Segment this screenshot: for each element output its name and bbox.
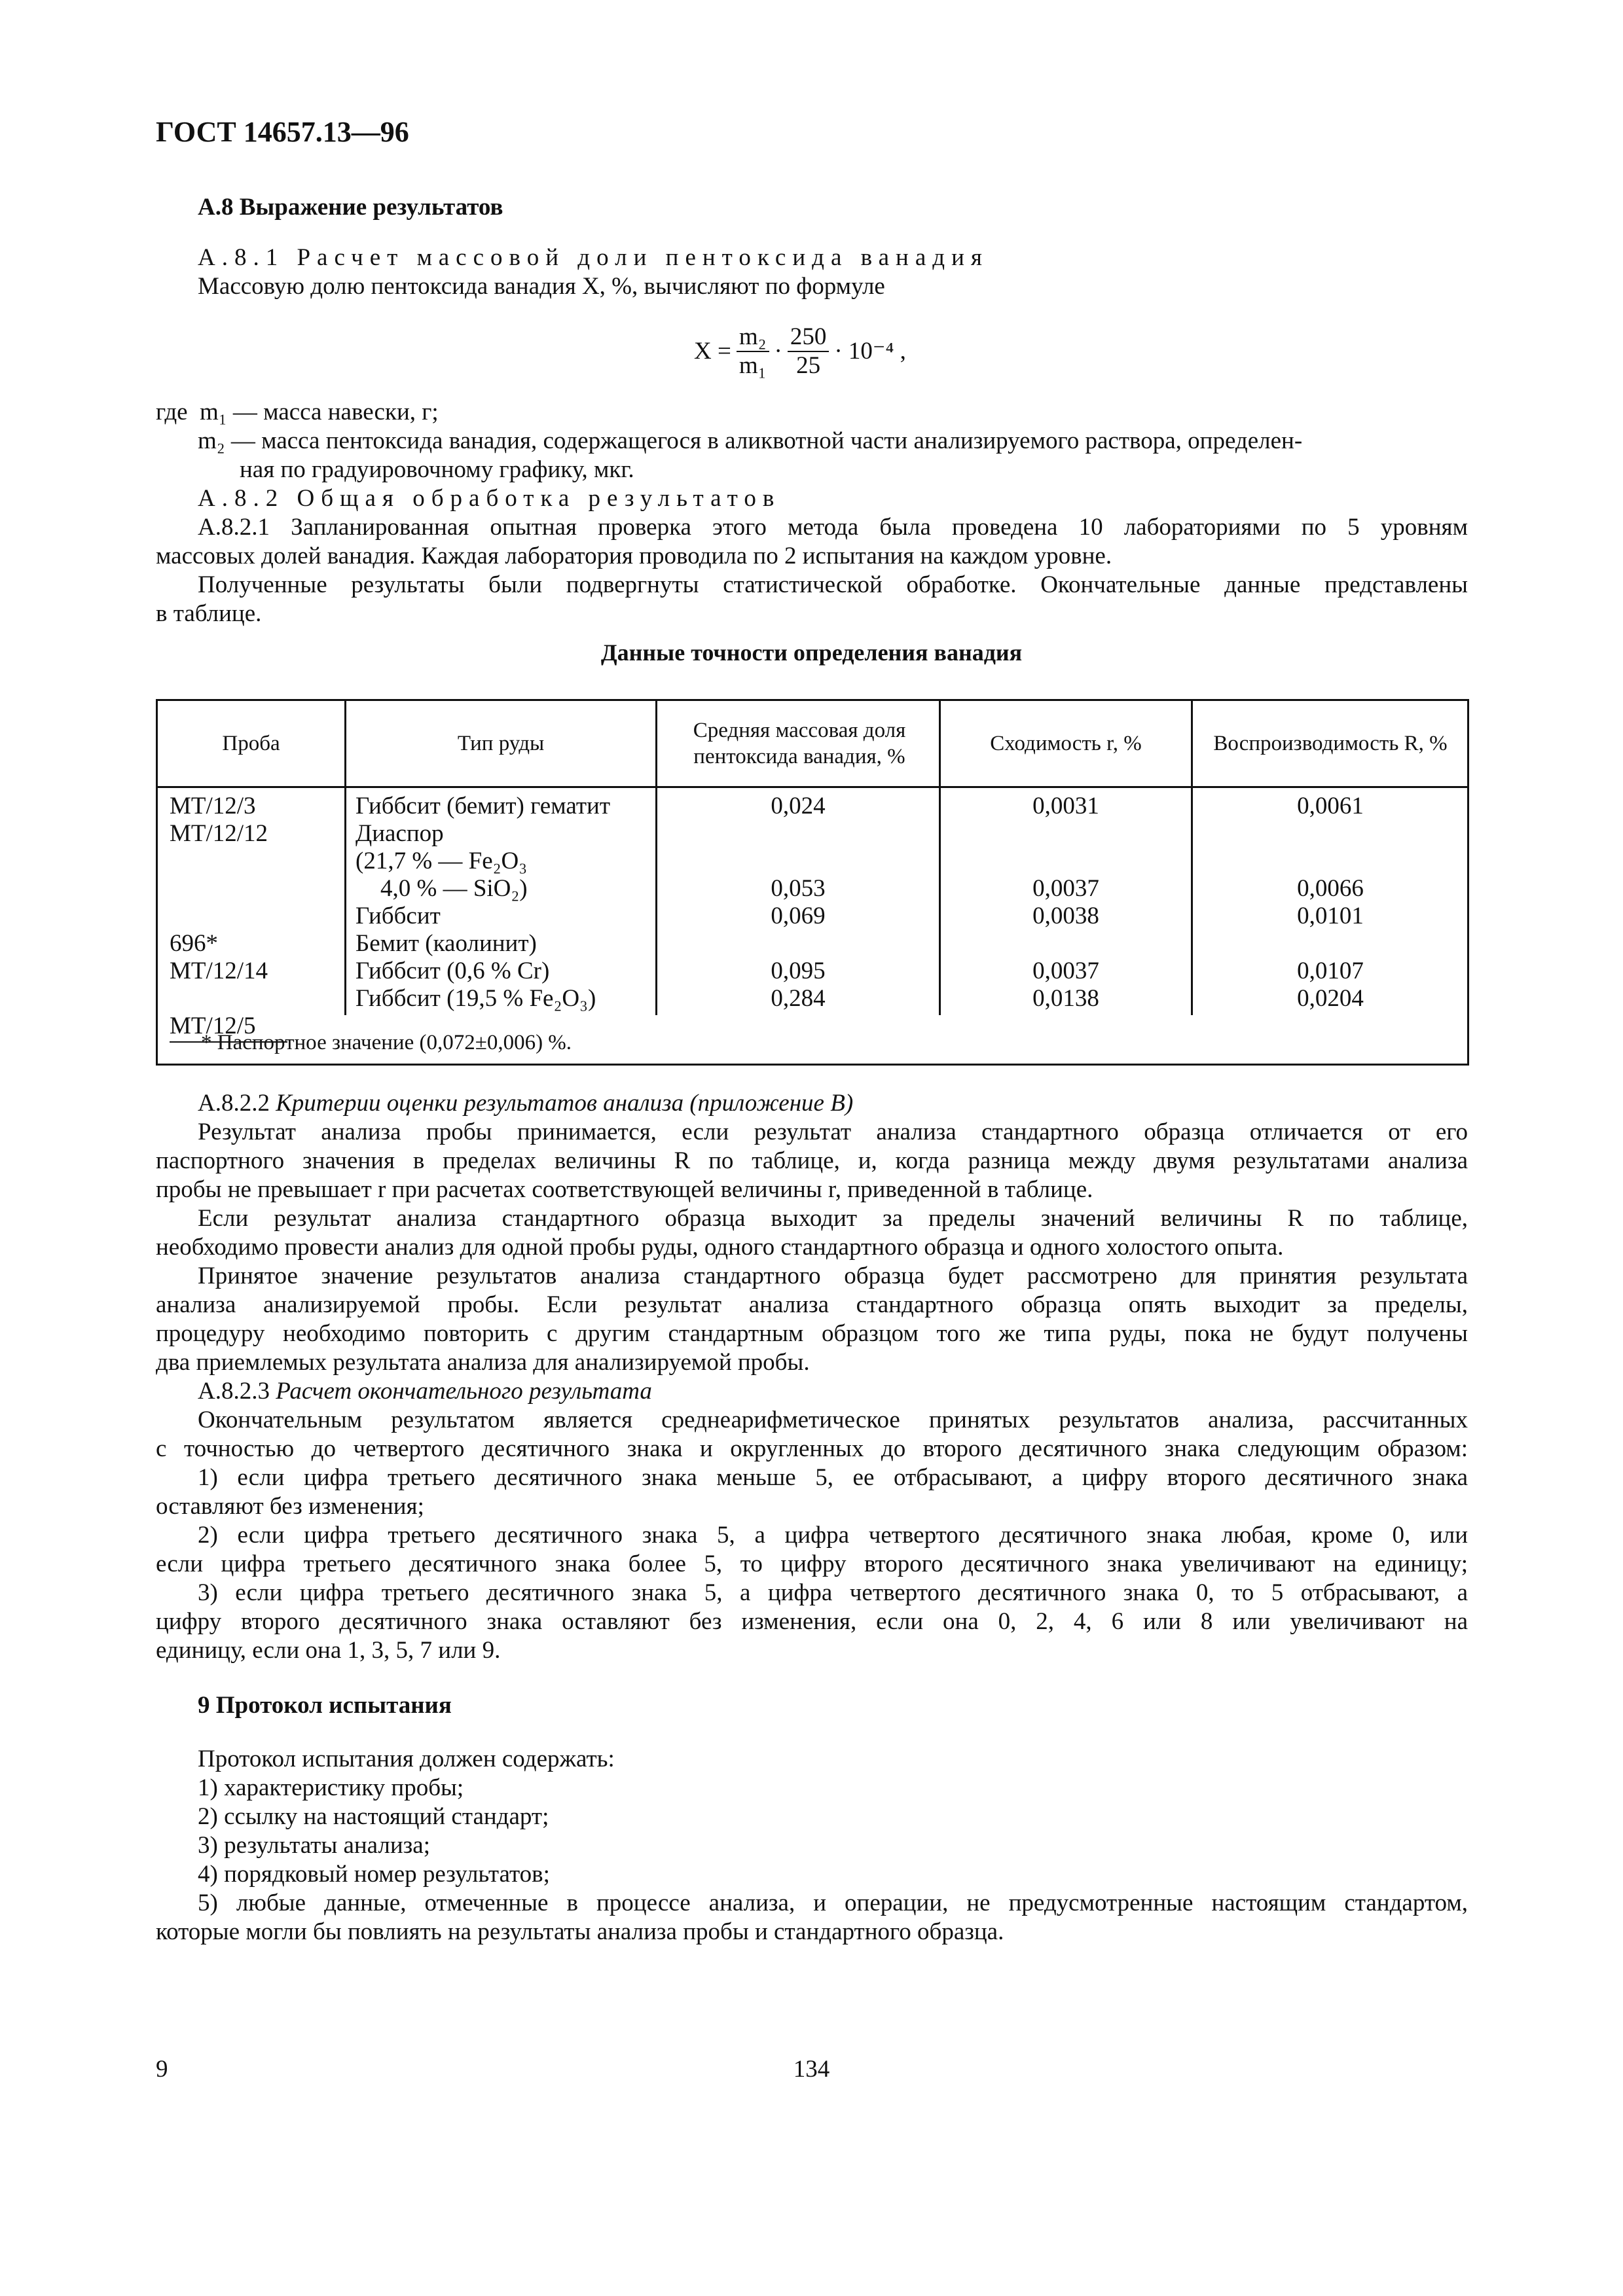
subsection-heading-a822 — [198, 1089, 1468, 1118]
paragraph-line: анализа анализируемой пробы. Если результат анализа стандартного образца опять выходит за пределы, — [156, 1291, 1468, 1318]
where-m2-line2: ная по градуировочному графику, мкг. — [240, 456, 634, 483]
table-cell: 0,0101 — [1297, 903, 1364, 929]
list-item: 5) любые данные, отмеченные в процессе анализа, и операции, не предусмотренные настоящим стандартом, — [198, 1890, 1468, 1916]
table-cell: (21,7 % — Fe₂O₃ — [356, 848, 528, 874]
where-m2-line1: m₂ — масса пентоксида ванадия, содержащегося в аликвотной части анализируемого раствора, определен- — [198, 427, 1303, 454]
table-divider — [344, 786, 346, 1015]
table-cell: Гиббсит (19,5 % Fe₂O₃) — [356, 985, 596, 1012]
paragraph-line: необходимо провести анализ для одной пробы руды, одного стандартного образца и одного холостого опыта. — [156, 1234, 1284, 1261]
paragraph-line: с точностью до четвертого десятичного знака и округленных до второго десятичного знака следующим образом: — [156, 1435, 1468, 1462]
table-cell: 0,284 — [771, 985, 826, 1012]
fraction-dilution — [788, 323, 830, 380]
table-caption: Данные точности определения ванадия — [600, 639, 1023, 666]
table-cell: 0,0061 — [1297, 793, 1364, 819]
paragraph-a821-line1: А.8.2.1 Запланированная опытная проверка этого метода была проведена 10 лабораториями по 5 уровням — [198, 514, 1468, 541]
table-cell: 696* — [170, 930, 218, 957]
table-cell: 0,0107 — [1297, 958, 1364, 984]
where-m1: m₁ — масса навески, г; — [200, 399, 439, 425]
table-cell: 0,0031 — [1032, 793, 1099, 819]
table-cell: Гиббсит — [356, 903, 441, 929]
paragraph-line: 2) если цифра третьего десятичного знака 5, а цифра четвертого десятичного знака любая, кроме 0, или — [198, 1522, 1468, 1549]
paragraph-line: если цифра третьего десятичного знака более 5, то цифру второго десятичного знака увеличивают на единицу; — [156, 1551, 1468, 1577]
table-cell: 4,0 % — SiO₂) — [380, 875, 528, 902]
heading-title: Критерии оценки результатов анализа (приложение В) — [276, 1090, 854, 1117]
table-cell: МТ/12/12 — [170, 820, 268, 847]
paragraph-line: Результат анализа пробы принимается, если результат анализа стандартного образца отличается от его — [198, 1119, 1468, 1145]
fraction-numerator: 250 — [788, 323, 830, 352]
heading-number: А.8.2.2 — [198, 1090, 270, 1117]
paragraph-line: 1) если цифра третьего десятичного знака меньше 5, ее отбрасывают, а цифру второго десятичного знака — [198, 1464, 1468, 1491]
table-cell: 0,053 — [771, 875, 826, 902]
list-item: 3) результаты анализа; — [198, 1832, 431, 1859]
column-header-mean: Средняя массовая доля пентоксида ванадия, % — [693, 719, 906, 768]
heading-title: Расчет окончательного результата — [276, 1378, 652, 1405]
paragraph-line: единицу, если она 1, 3, 5, 7 или 9. — [156, 1637, 501, 1664]
section-title-a8: А.8 Выражение результатов — [198, 194, 503, 221]
formula-tail: · 10⁻⁴ , — [834, 338, 906, 365]
paragraph-line: Принятое значение результатов анализа стандартного образца будет рассмотрено для принятия результата — [198, 1263, 1468, 1289]
subsection-heading-a81: А.8.1 Расчет массовой доли пентоксида ванадия — [198, 244, 989, 271]
table-cell: 0,069 — [771, 903, 826, 929]
heading-number: А.8.2.3 — [198, 1378, 270, 1405]
paragraph-line: паспортного значения в пределах величины R по таблице, и, когда разница между двумя результатами анализа — [156, 1147, 1468, 1174]
section-title-9: 9 Протокол испытания — [198, 1692, 452, 1719]
column-header-repeatability: Сходимость r, % — [990, 732, 1142, 755]
subsection-heading-a82: А.8.2 Общая обработка результатов — [198, 485, 781, 512]
document-header: ГОСТ 14657.13—96 — [156, 116, 409, 148]
table-footnote: * Паспортное значение (0,072±0,006) %. — [201, 1031, 572, 1054]
table-cell: 0,0037 — [1032, 958, 1099, 984]
paragraph-a821-line3: Полученные результаты были подвергнуты статистической обработке. Окончательные данные представлены — [198, 571, 1468, 598]
list-item-continuation: которые могли бы повлиять на результаты анализа пробы и стандартного образца. — [156, 1918, 1004, 1945]
table-cell: 0,0037 — [1032, 875, 1099, 902]
list-item: 2) ссылку на настоящий стандарт; — [198, 1803, 549, 1830]
list-item: 1) характеристику пробы; — [198, 1774, 464, 1801]
paragraph-line: цифру второго десятичного знака оставляют без изменения, если она 0, 2, 4, 6 или 8 или увеличивают на — [156, 1608, 1468, 1635]
column-header-ore-type: Тип руды — [457, 732, 545, 755]
table-cell: Диаспор — [356, 820, 444, 847]
table-cell: 0,095 — [771, 958, 826, 984]
subsection-heading-a823 — [198, 1377, 1468, 1406]
paragraph-line: два приемлемых результата анализа для анализируемой пробы. — [156, 1349, 810, 1376]
table-cell: Бемит (каолинит) — [356, 930, 537, 957]
table-cell: Гиббсит (бемит) гематит — [356, 793, 610, 819]
fraction-denominator: m₁ — [739, 352, 767, 379]
fraction-mass — [737, 323, 769, 380]
paragraph-line: процедуру необходимо повторить с другим стандартным образцом того же типа руды, пока не будут получены — [156, 1320, 1468, 1347]
where-label: где — [156, 399, 188, 425]
table-cell: 0,0066 — [1297, 875, 1364, 902]
table-cell: 0,0138 — [1032, 985, 1099, 1012]
paragraph-a81: Массовую долю пентоксида ванадия X, %, вычисляют по формуле — [198, 273, 885, 300]
precision-table — [156, 699, 1469, 1066]
table-cell: МТ/12/3 — [170, 793, 256, 819]
column-header-reproducibility: Воспроизводимость R, % — [1213, 732, 1448, 755]
list-item: 4) порядковый номер результатов; — [198, 1861, 550, 1888]
table-cell: 0,0038 — [1032, 903, 1099, 929]
list-intro: Протокол испытания должен содержать: — [198, 1746, 615, 1772]
table-cell: МТ/12/5 — [170, 1013, 256, 1039]
table-divider — [655, 701, 657, 786]
paragraph-line: Если результат анализа стандартного образца выходит за пределы значений величины R по таблице, — [198, 1205, 1468, 1232]
formula-lhs: X = — [694, 338, 731, 365]
table-cell: МТ/12/14 — [170, 958, 268, 984]
paragraph-line: пробы не превышает r при расчетах соответствующей величины r, приведенной в таблице. — [156, 1176, 1093, 1203]
table-cell: Гиббсит (0,6 % Cr) — [356, 958, 550, 984]
table-cell: 0,0204 — [1297, 985, 1364, 1012]
fraction-numerator: m₂ — [737, 323, 769, 352]
paragraph-a821-line4: в таблице. — [156, 600, 262, 627]
formula — [694, 315, 906, 387]
paragraph-line: Окончательным результатом является среднеарифметическое принятых результатов анализа, рассчитанных — [198, 1407, 1468, 1433]
table-cell: 0,024 — [771, 793, 826, 819]
page-number-left: 9 — [156, 2056, 168, 2083]
column-header-sample: Проба — [222, 732, 280, 755]
paragraph-line: оставляют без изменения; — [156, 1493, 424, 1520]
paragraph-a821-line2: массовых долей ванадия. Каждая лаборатория проводила по 2 испытания на каждом уровне. — [156, 543, 1112, 569]
page-number-center: 134 — [793, 2056, 830, 2083]
paragraph-line: 3) если цифра третьего десятичного знака 5, а цифра четвертого десятичного знака 0, то 5 отбрасывают, а — [198, 1579, 1468, 1606]
fraction-denominator: 25 — [796, 352, 821, 379]
formula-dot: · — [774, 338, 782, 365]
